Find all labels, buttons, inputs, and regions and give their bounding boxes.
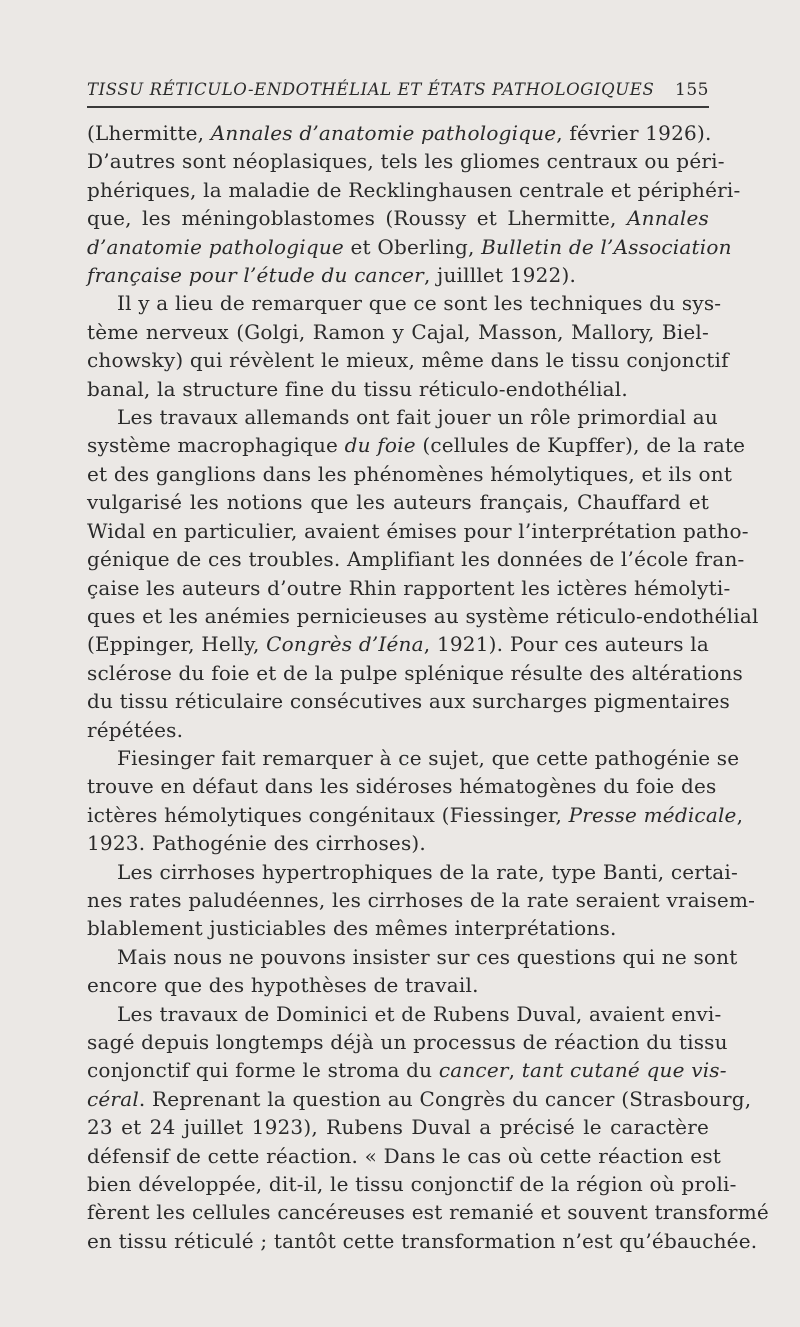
text-line (87, 119, 712, 147)
text-run: et des ganglions dans les phénomènes hémolytiques, et ils ont (87, 461, 733, 486)
text-line (87, 744, 740, 772)
text-line (87, 971, 709, 999)
text-run: chowsky) qui révèlent le mieux, même dans le tissu conjonctif (87, 348, 729, 373)
italic-run: céral (87, 1086, 139, 1111)
text-line (87, 1000, 722, 1028)
text-run: nes rates paludéennes, les cirrhoses de la rate seraient vraisem- (87, 887, 756, 912)
text-run: Il y a lieu de remarquer que ce sont les techniques du sys- (117, 291, 722, 316)
text-line (87, 289, 722, 317)
text-run: en tissu réticulé ; tantôt cette transformation n’est qu’ébauchée. (87, 1228, 758, 1253)
text-run: et Oberling, (343, 234, 482, 259)
text-line (87, 488, 709, 516)
italic-run: française pour l’étude du cancer (87, 263, 424, 288)
italic-run: Annales (626, 206, 709, 231)
text-run: vulgarisé les notions que les auteurs français, Chauffard et (87, 490, 709, 515)
text-line (87, 1142, 722, 1170)
text-run: (Lhermitte, (87, 121, 211, 145)
text-line (87, 659, 743, 687)
text-run: du tissu réticulaire consécutives aux surcharges pigmentaires (87, 689, 730, 714)
text-run: Les travaux de Dominici et de Rubens Duval, avaient envi- (117, 1001, 722, 1026)
text-line (87, 1113, 709, 1141)
text-run: Widal en particulier, avaient émises pour l’interprétation patho- (87, 518, 749, 543)
text-run: 1923. Pathogénie des cirrhoses). (87, 831, 426, 856)
text-line (87, 261, 709, 289)
body-text (87, 119, 769, 1255)
text-line (87, 517, 749, 545)
text-run: blablement justiciables des mêmes interprétations. (87, 916, 617, 941)
italic-run: Congrès d’Iéna (266, 632, 424, 657)
text-line (87, 176, 741, 204)
text-run: Les travaux allemands ont fait jouer un rôle primordial au (117, 405, 718, 430)
text-run: ques et les anémies pernicieuses au système réticulo-endothélial (87, 603, 759, 628)
text-run: , février 1926). (556, 121, 712, 145)
text-line (87, 858, 738, 886)
italic-run: Presse médicale (568, 802, 737, 827)
running-head (87, 80, 709, 110)
italic-run: tant cutané que vis- (521, 1058, 727, 1083)
text-line (87, 574, 731, 602)
text-run: sclérose du foie et de la pulpe splénique résulte des altérations (87, 660, 743, 685)
text-run: çaise les auteurs d’outre Rhin rapportent les ictères hémolyti- (87, 575, 731, 600)
text-run: (cellules de Kupffer), de la rate (415, 433, 746, 458)
text-run: trouve en défaut dans les sidéroses hématogènes du foie des (87, 774, 717, 799)
text-run: fèrent les cellules cancéreuses est remanié et souvent transformé (87, 1200, 769, 1225)
text-run: , 1921). Pour ces auteurs la (423, 632, 710, 657)
text-run: conjonctif qui forme le stroma du (87, 1058, 439, 1083)
text-run: défensif de cette réaction. « Dans le cas où cette réaction est (87, 1143, 722, 1168)
text-line (87, 602, 759, 630)
text-run: Les cirrhoses hypertrophiques de la rate, type Banti, certai- (117, 859, 738, 884)
text-run: génique de ces troubles. Amplifiant les données de l’école fran- (87, 547, 745, 572)
text-run: système macrophagique (87, 433, 345, 458)
text-run: 23 et 24 juillet 1923), Rubens Duval a précisé le caractère (87, 1115, 709, 1140)
text-run: que, les méningoblastomes (Roussy et Lhermitte, (87, 206, 627, 231)
text-line (87, 1198, 769, 1226)
text-run: phériques, la maladie de Recklinghausen centrale et périphéri- (87, 177, 741, 202)
text-run: Mais nous ne pouvons insister sur ces questions qui ne sont (117, 944, 738, 969)
italic-run: Bulletin de l’Association (481, 234, 732, 259)
italic-run: du foie (344, 433, 416, 458)
text-run: . Reprenant la question au Congrès du cancer (Strasbourg, (138, 1086, 752, 1111)
text-line (87, 1227, 758, 1255)
text-run: D’autres sont néoplasiques, tels les gliomes centraux ou péri- (87, 149, 725, 174)
text-line (87, 914, 709, 942)
italic-run: Annales d’anatomie pathologique (210, 121, 557, 145)
text-line (87, 431, 746, 459)
text-line (87, 1170, 737, 1198)
text-line (87, 687, 730, 715)
text-line (87, 1056, 727, 1084)
text-line (87, 886, 756, 914)
text-line (87, 460, 733, 488)
text-run: banal, la structure fine du tissu réticulo-endothélial. (87, 376, 628, 401)
italic-run: cancer (438, 1058, 509, 1083)
text-line (87, 772, 717, 800)
text-run: sagé depuis longtemps déjà un processus de réaction du tissu (87, 1030, 728, 1054)
text-line (87, 943, 738, 971)
text-run: , (508, 1058, 522, 1083)
text-line (87, 346, 729, 374)
text-line (87, 630, 709, 658)
text-line (87, 545, 745, 573)
text-run: Fiesinger fait remarquer à ce sujet, que cette pathogénie se (117, 745, 740, 770)
text-line (87, 1085, 752, 1113)
text-run: , juilllet 1922). (423, 263, 577, 288)
text-line (87, 375, 709, 403)
text-run: tème nerveux (Golgi, Ramon y Cajal, Masson, Mallory, Biel- (87, 319, 709, 344)
text-line (87, 1028, 728, 1056)
text-line (87, 829, 709, 857)
text-line (87, 204, 709, 232)
text-run: (Eppinger, Helly, (87, 632, 267, 657)
text-line (87, 233, 732, 261)
text-run: répétées. (87, 717, 184, 742)
italic-run: d’anatomie pathologique (87, 234, 344, 259)
text-line (87, 801, 744, 829)
text-run: ictères hémolytiques congénitaux (Fiessinger, (87, 802, 569, 827)
text-run: encore que des hypothèses de travail. (87, 973, 479, 998)
text-run: , (736, 802, 744, 827)
header-rule (87, 106, 709, 108)
text-run: bien développée, dit-il, le tissu conjonctif de la région où proli- (87, 1172, 737, 1197)
running-title: TISSU RÉTICULO-ENDOTHÉLIAL ET ÉTATS PATHOLOGIQUES (87, 80, 655, 99)
text-line (87, 403, 718, 431)
page-number: 155 (675, 80, 709, 100)
text-line (87, 147, 725, 175)
text-line (87, 318, 709, 346)
text-line (87, 716, 709, 744)
